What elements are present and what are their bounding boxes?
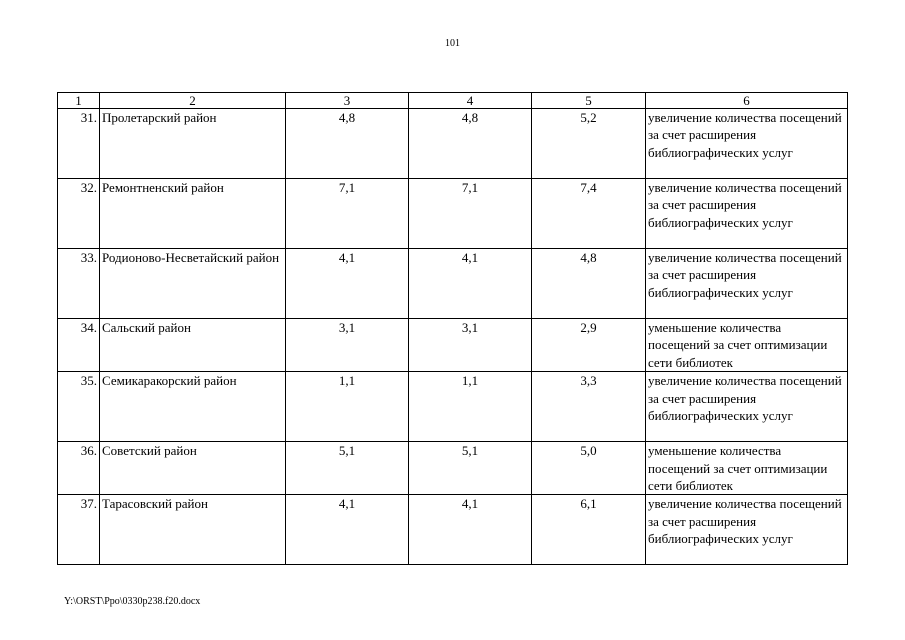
header-row <box>58 93 848 109</box>
value-col-5: 7,4 <box>532 179 646 249</box>
value-col-3: 4,8 <box>286 109 409 179</box>
column-header: 1 <box>58 93 100 109</box>
note-text: уменьшение количества посещений за счет оптимизации сети библиотек <box>646 442 848 495</box>
row-number: 35. <box>58 372 100 442</box>
table-row <box>58 372 848 442</box>
note-text: увеличение количества посещений за счет расширения библиографических услуг <box>646 179 848 249</box>
table-row <box>58 495 848 565</box>
district-name: Семикаракорский район <box>100 372 286 442</box>
value-col-5: 4,8 <box>532 249 646 319</box>
table-row <box>58 442 848 495</box>
value-col-3: 4,1 <box>286 249 409 319</box>
row-number: 31. <box>58 109 100 179</box>
value-col-5: 2,9 <box>532 319 646 372</box>
column-header: 3 <box>286 93 409 109</box>
footer-file-path: Y:\ORST\Ppo\0330p238.f20.docx <box>64 596 201 607</box>
value-col-3: 7,1 <box>286 179 409 249</box>
note-text: увеличение количества посещений за счет расширения библиографических услуг <box>646 495 848 565</box>
table-row <box>58 249 848 319</box>
table-row <box>58 179 848 249</box>
table-row <box>58 319 848 372</box>
district-name: Сальский район <box>100 319 286 372</box>
value-col-4: 5,1 <box>409 442 532 495</box>
note-text: увеличение количества посещений за счет расширения библиографических услуг <box>646 372 848 442</box>
note-text: увеличение количества посещений за счет расширения библиографических услуг <box>646 249 848 319</box>
value-col-4: 3,1 <box>409 319 532 372</box>
column-header: 6 <box>646 93 848 109</box>
row-number: 33. <box>58 249 100 319</box>
district-name: Тарасовский район <box>100 495 286 565</box>
value-col-4: 4,8 <box>409 109 532 179</box>
value-col-5: 6,1 <box>532 495 646 565</box>
value-col-4: 1,1 <box>409 372 532 442</box>
value-col-3: 3,1 <box>286 319 409 372</box>
value-col-3: 4,1 <box>286 495 409 565</box>
column-header: 4 <box>409 93 532 109</box>
value-col-5: 3,3 <box>532 372 646 442</box>
value-col-3: 5,1 <box>286 442 409 495</box>
column-header: 5 <box>532 93 646 109</box>
district-name: Пролетарский район <box>100 109 286 179</box>
row-number: 36. <box>58 442 100 495</box>
value-col-5: 5,0 <box>532 442 646 495</box>
note-text: увеличение количества посещений за счет расширения библиографических услуг <box>646 109 848 179</box>
value-col-4: 7,1 <box>409 179 532 249</box>
value-col-5: 5,2 <box>532 109 646 179</box>
note-text: уменьшение количества посещений за счет оптимизации сети библиотек <box>646 319 848 372</box>
value-col-4: 4,1 <box>409 249 532 319</box>
district-name: Советский район <box>100 442 286 495</box>
value-col-4: 4,1 <box>409 495 532 565</box>
district-name: Родионово-Несветайский район <box>100 249 286 319</box>
row-number: 32. <box>58 179 100 249</box>
row-number: 34. <box>58 319 100 372</box>
page-number: 101 <box>445 38 460 49</box>
column-header: 2 <box>100 93 286 109</box>
data-table <box>57 92 848 565</box>
row-number: 37. <box>58 495 100 565</box>
table-row <box>58 109 848 179</box>
value-col-3: 1,1 <box>286 372 409 442</box>
district-name: Ремонтненский район <box>100 179 286 249</box>
